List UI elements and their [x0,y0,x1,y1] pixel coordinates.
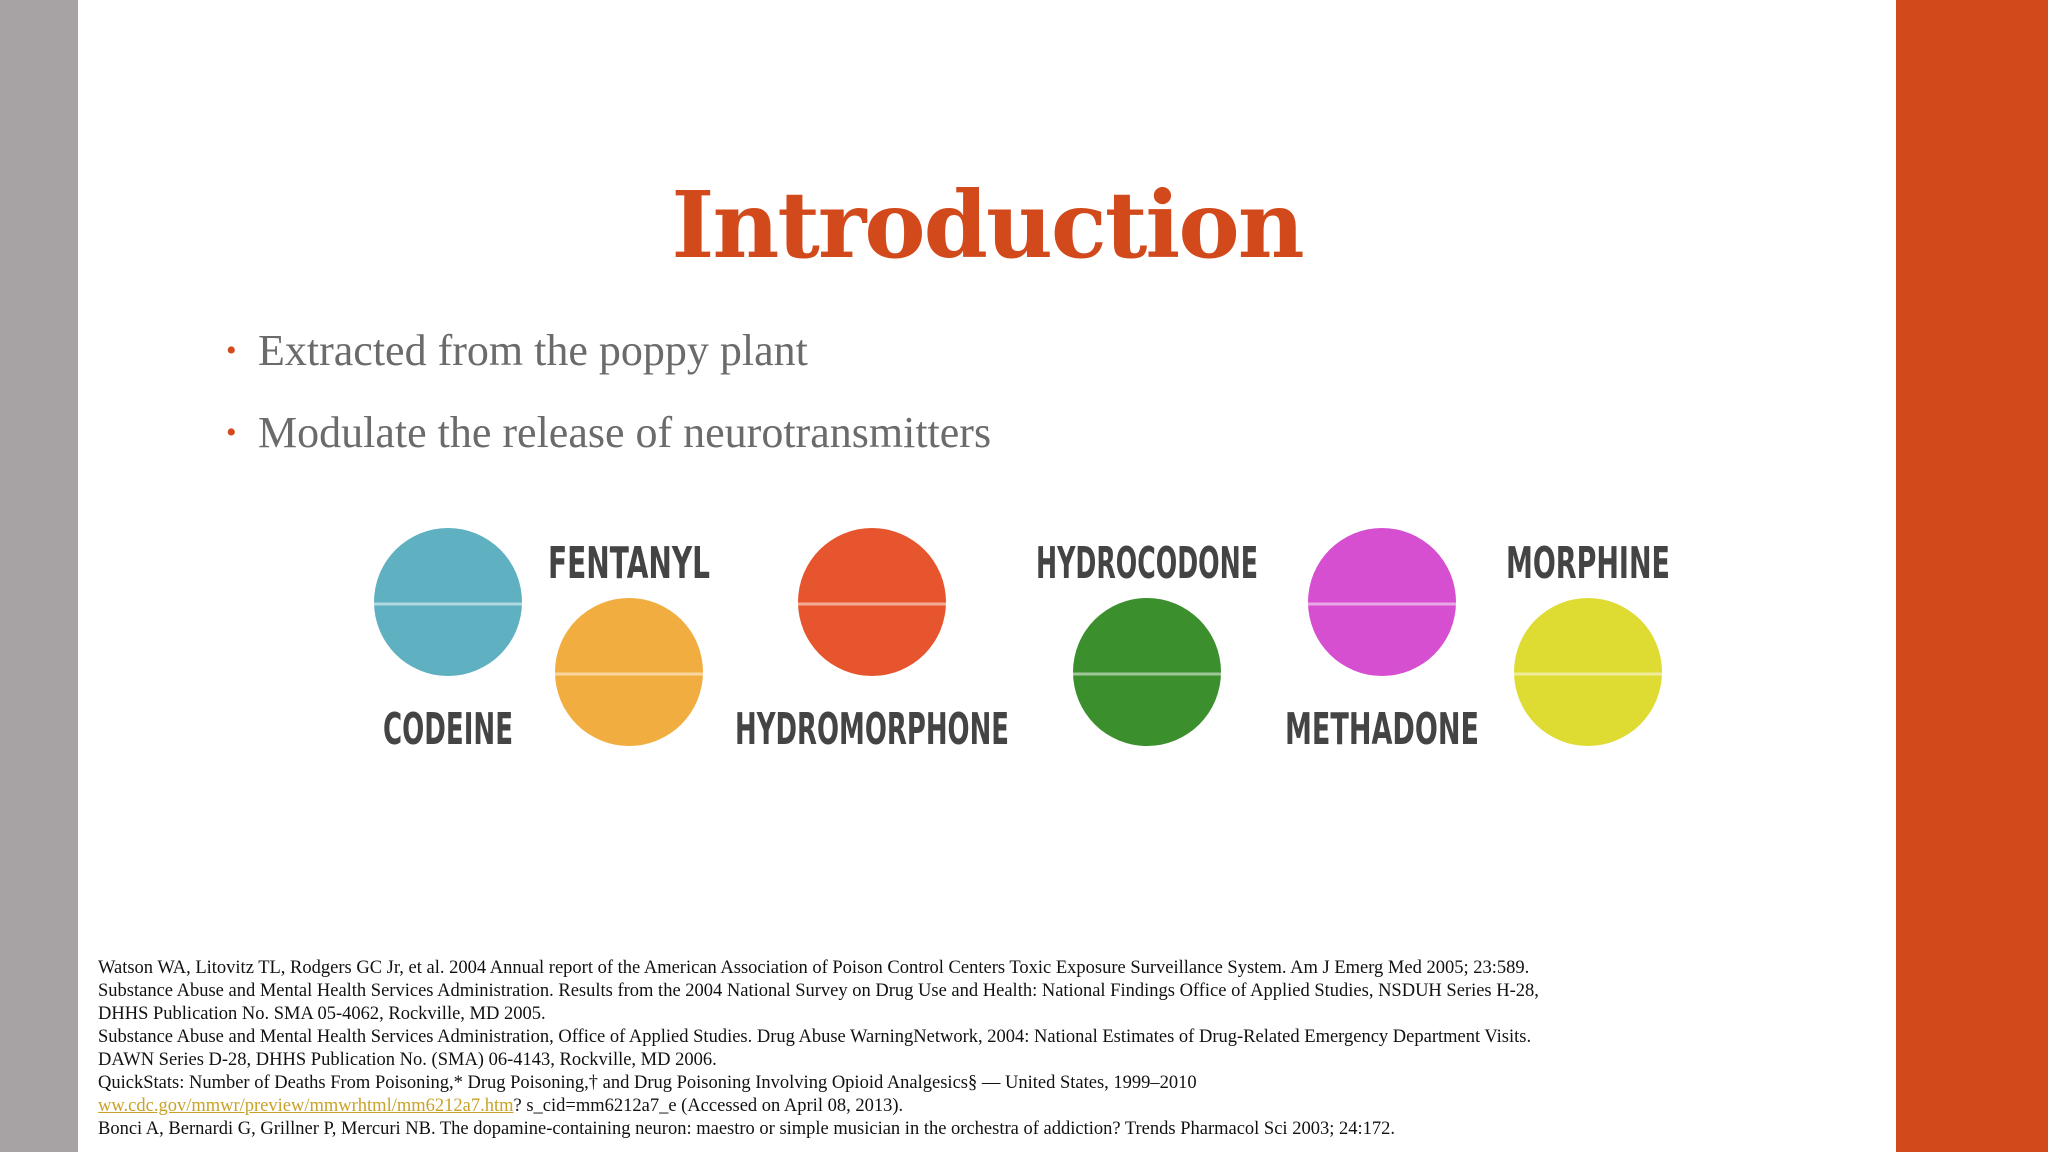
reference-link-suffix: ? s_cid=mm6212a7_e (Accessed on April 08, 2013). [513,1096,904,1116]
reference-item: QuickStats: Number of Deaths From Poisoning,* Drug Poisoning,† and Drug Poisoning Involving Opioid Analgesics§ — United States, 1999–2010 [98,1073,1197,1093]
reference-item [98,1095,1878,1118]
pill-label: CODEINE [383,704,513,755]
pill-codeine [374,528,522,755]
bullet-text: Modulate the release of neurotransmitters [258,408,992,457]
pill-label: MORPHINE [1506,538,1670,589]
pill-label: METHADONE [1285,704,1479,755]
reference-link[interactable]: ww.cdc.gov/mmwr/preview/mmwrhtml/mm6212a7.htm [98,1096,514,1116]
bullet-dot-icon: • [226,334,237,367]
pill-hydrocodone [1036,538,1258,746]
reference-item: Watson WA, Litovitz TL, Rodgers GC Jr, et al. 2004 Annual report of the American Association of Poison Control Centers Toxic Exposure Surveillance System. Am J Emerg Med 2005; 23:589. [98,958,1530,978]
pill-fentanyl [548,538,710,746]
pill-circle [1308,528,1456,676]
pill-label: HYDROMORPHONE [735,704,1009,755]
references [98,957,1878,1141]
pill-methadone [1285,528,1479,755]
reference-item: Bonci A, Bernardi G, Grillner P, Mercuri NB. The dopamine-containing neuron: maestro or simple musician in the orchestra of addiction? Trends Pharmacol Sci 2003; 24:172. [98,1119,1395,1139]
slide-title: Introduction [671,171,1303,279]
pill-circle [1073,598,1221,746]
reference-item: DAWN Series D-28, DHHS Publication No. (SMA) 06-4143, Rockville, MD 2006. [98,1050,717,1070]
bullet-text: Extracted from the poppy plant [258,326,808,375]
pill-circle [555,598,703,746]
pill-circle [374,528,522,676]
reference-item: Substance Abuse and Mental Health Services Administration. Results from the 2004 National Survey on Drug Use and Health: National Findings Office of Applied Studies, NSDUH Series H-28, [98,981,1539,1001]
pill-morphine [1506,538,1670,746]
pill-hydromorphone [735,528,1009,755]
pill-circle [1514,598,1662,746]
pill-circle [798,528,946,676]
pill-label: FENTANYL [548,538,710,589]
reference-item: Substance Abuse and Mental Health Services Administration, Office of Applied Studies. Drug Abuse WarningNetwork, 2004: National Estimates of Drug-Related Emergency Department Visits. [98,1027,1532,1047]
bullet-dot-icon: • [226,416,237,449]
pill-label: HYDROCODONE [1036,538,1258,589]
reference-item: DHHS Publication No. SMA 05-4062, Rockville, MD 2005. [98,1004,546,1024]
